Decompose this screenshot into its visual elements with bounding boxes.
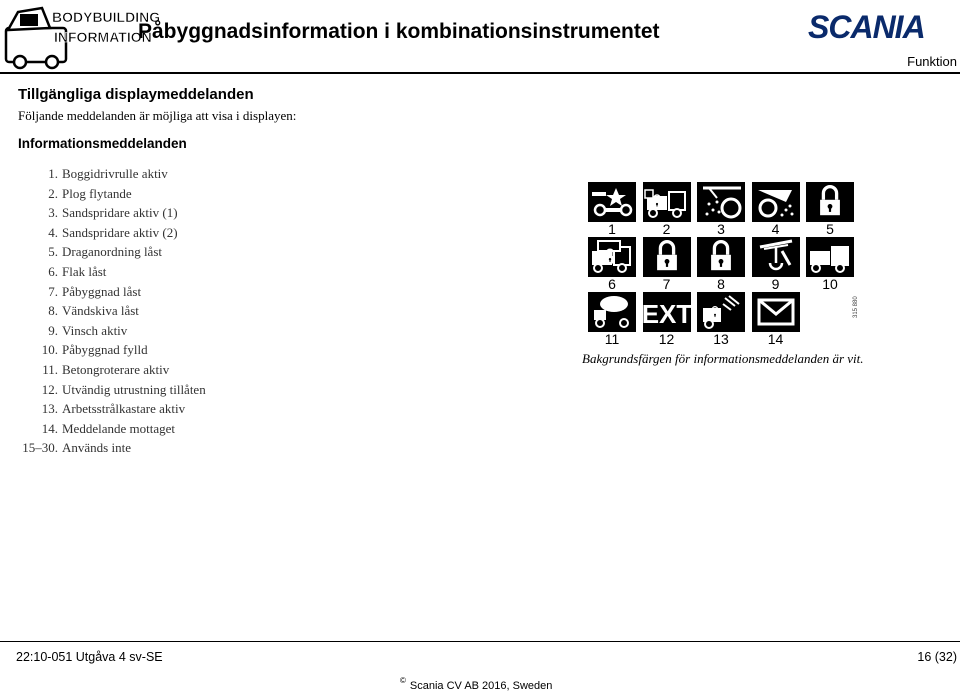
icon-number: 12 (658, 331, 675, 347)
icon-number: 3 (717, 221, 725, 237)
platform-locked-icon (588, 237, 636, 277)
list-item (18, 262, 206, 282)
work-light-icon (697, 292, 745, 332)
list-item-label: Flak låst (62, 263, 107, 279)
list-item-number: 8. (48, 303, 58, 319)
icon-number: 7 (662, 276, 671, 292)
list-item (18, 203, 206, 223)
list-item-number: 12. (41, 381, 58, 397)
list-item-label: Sandspridare aktiv (1) (62, 205, 178, 221)
fifth-wheel-locked-icon (697, 237, 745, 277)
list-item (18, 360, 206, 380)
icon-number: 4 (771, 221, 780, 237)
list-item (18, 340, 206, 360)
icon-figure (588, 180, 860, 350)
copyright-symbol: © (400, 676, 406, 685)
logo-line-2: INFORMATION (54, 29, 152, 45)
list-item-label: Betongroterare aktiv (62, 361, 170, 377)
scania-logo (808, 10, 958, 44)
list-item-label: Används inte (62, 440, 131, 456)
ext-equipment-icon (643, 292, 691, 332)
list-item (18, 282, 206, 302)
list-item-number: 10. (41, 342, 58, 358)
page-number: 16 (32) (917, 650, 957, 664)
list-item (18, 321, 206, 341)
subheading: Informationsmeddelanden (18, 136, 187, 151)
list-item-label: Plog flytande (62, 185, 132, 201)
intro-text: Följande meddelanden är möjliga att visa i displayen: (18, 108, 297, 123)
page-title: Påbyggnadsinformation i kombinationsinstrumentet (138, 20, 660, 43)
list-item-number: 7. (48, 283, 58, 299)
icon-number: 6 (608, 276, 616, 292)
document-id: 22:10-051 Utgåva 4 sv-SE (16, 650, 163, 664)
icon-number: 14 (767, 331, 784, 347)
concrete-mixer-icon (588, 292, 636, 332)
list-item (18, 438, 206, 458)
copyright (400, 676, 552, 692)
list-item (18, 419, 206, 439)
brand-text: SCANIA (808, 9, 925, 45)
list-item-number: 5. (48, 244, 58, 260)
list-item (18, 223, 206, 243)
list-item-number: 3. (48, 205, 58, 221)
body-locked-icon (643, 237, 691, 277)
icon-number: 9 (771, 276, 780, 292)
boggie-roller-icon (588, 182, 636, 222)
list-item-number: 11. (42, 361, 58, 377)
section-label: Funktion (907, 54, 957, 69)
coupling-locked-icon (806, 182, 854, 222)
sand-spreader-2-icon (752, 182, 800, 222)
list-item-label: Sandspridare aktiv (2) (62, 224, 178, 240)
icon-number: 13 (713, 331, 729, 347)
icon-number: 8 (717, 276, 725, 292)
list-item (18, 184, 206, 204)
icon-number: 11 (604, 331, 620, 347)
figure-note: Bakgrundsfärgen för informationsmeddelanden är vit. (582, 351, 864, 366)
list-item (18, 399, 206, 419)
list-item-label: Arbetsstrålkastare aktiv (62, 401, 186, 417)
list-item-label: Boggidrivrulle aktiv (62, 166, 168, 181)
list-item-label: Meddelande mottaget (62, 420, 175, 436)
logo-line-1: BODYBUILDING (52, 9, 161, 25)
header-divider (0, 72, 960, 74)
list-item-number: 15–30. (22, 440, 58, 456)
list-item-number: 14. (41, 420, 58, 436)
body-full-icon (806, 237, 854, 277)
copyright-text: Scania CV AB 2016, Sweden (409, 680, 553, 692)
list-item-number: 13. (41, 401, 58, 417)
message-list (18, 164, 206, 458)
image-code: 315 880 (853, 296, 859, 318)
list-item-label: Draganordning låst (62, 244, 163, 260)
list-item-number: 9. (48, 322, 58, 338)
icon-number: 10 (822, 276, 838, 292)
list-item-label: Vändskiva låst (62, 303, 139, 319)
plough-float-icon (643, 182, 691, 222)
list-item-label: Påbyggnad låst (62, 283, 142, 299)
list-item (18, 242, 206, 262)
icon-number: 5 (826, 221, 834, 237)
list-item (18, 380, 206, 400)
list-item (18, 301, 206, 321)
winch-active-icon (752, 237, 800, 277)
section-heading: Tillgängliga displaymeddelanden (18, 86, 254, 103)
sand-spreader-1-icon (697, 182, 745, 222)
footer-divider (0, 641, 960, 642)
list-item-number: 6. (48, 263, 58, 279)
icon-number: 1 (608, 221, 616, 237)
icon-number: 2 (662, 221, 671, 237)
list-item-number: 2. (48, 185, 58, 201)
list-item-number: 4. (48, 224, 58, 240)
svg-text:EXT: EXT (641, 299, 692, 329)
bodybuilding-information-logo (2, 0, 161, 72)
list-item-label: Påbyggnad fylld (62, 342, 148, 358)
list-item-label: Vinsch aktiv (62, 322, 128, 338)
list-item (18, 164, 206, 184)
list-item-label: Utvändig utrustning tillåten (62, 381, 206, 397)
message-received-icon (752, 292, 800, 332)
list-item-number: 1. (48, 166, 58, 181)
